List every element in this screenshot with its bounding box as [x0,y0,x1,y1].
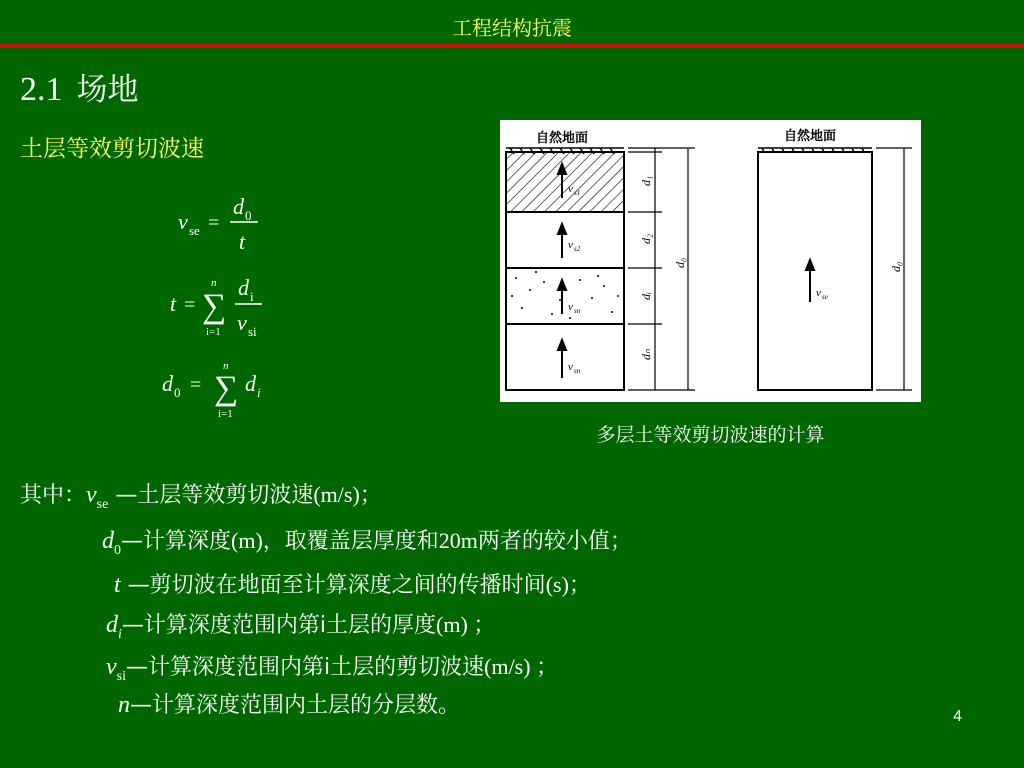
svg-text:dᵢ: dᵢ [639,292,653,300]
formula-vse [178,194,258,254]
right-total-label: d₀ [889,261,903,272]
vsi-text: —计算深度范围内第i土层的剪切波速 [126,655,485,680]
f2-sum-bottom: i=1 [206,326,221,338]
t-text: —剪切波在地面至计算深度之间的传播时间 [127,573,546,598]
d0-rest1: ，取覆盖层厚度和 [262,529,439,554]
svg-text:s2: s2 [574,245,581,253]
f1-num: d [233,194,244,219]
svg-text:v: v [568,239,573,251]
f2-den: v [237,310,247,335]
section-number: 2.1 [20,71,63,108]
f3-eq: = [190,374,202,396]
f2-sum-top: n [211,277,217,289]
d0-rest2: 两者的较小值； [477,529,632,554]
right-velocity-sub: se [822,293,828,301]
definition-di [106,608,495,643]
di-unit: (m) ； [436,612,496,637]
formula-t [170,275,262,339]
definitions-intro: 其中： [20,483,87,508]
svg-text:sn: sn [574,307,581,315]
f3-term: d [245,371,256,396]
header-rule [0,44,1024,48]
di-text: —计算深度范围内第i土层的厚度 [121,613,437,638]
vse-unit: (m/s)； [313,482,382,507]
vse-symbol: v [86,482,97,508]
t-symbol: t [114,572,121,598]
f3-lhs-sub: 0 [174,385,181,400]
definition-vsi [106,650,558,685]
slide-header [0,0,1024,46]
vse-sub: se [96,497,109,512]
definition-n [118,688,460,719]
svg-text:v: v [568,301,573,313]
n-symbol: n [118,692,130,718]
svg-text:v: v [568,361,573,373]
d0-sub: 0 [114,543,121,558]
d0-text: —计算深度 [121,529,232,554]
figure-caption: 多层土等效剪切波速的计算 [596,424,825,446]
definition-d0 [102,524,632,559]
section-title [20,64,139,109]
soil-layer-diagram [500,120,921,402]
svg-text:v: v [568,183,573,195]
subtitle: 土层等效剪切波速 [20,136,204,162]
f2-sigma: ∑ [202,288,227,325]
f1-eq: = [208,212,220,234]
f1-lhs-sub: se [189,223,200,238]
definition-t [114,568,591,599]
f2-eq: = [184,294,196,316]
f3-sum-top: n [223,360,229,372]
f3-lhs: d [162,371,173,396]
f2-lhs: t [170,291,177,316]
f3-sigma: ∑ [214,370,239,407]
layer-1 [506,152,624,212]
layer-2 [506,212,624,268]
svg-text:d₁: d₁ [639,175,653,186]
f1-num-sub: 0 [245,208,252,223]
vsi-sub: si [116,669,126,684]
formula-d0 [162,360,261,420]
f2-num: d [238,275,249,300]
vsi-symbol: v [106,654,117,680]
layer-n [506,324,624,390]
d0-unit: (m) [231,528,263,553]
t-unit: (s)； [545,572,591,597]
svg-text:s1: s1 [574,189,581,197]
layer-i [506,268,624,324]
formula-svg [150,185,350,425]
f3-sum-bottom: i=1 [218,408,233,420]
svg-text:sn: sn [574,367,581,375]
course-title: 工程结构抗震 [452,16,572,40]
n-text: —计算深度范围内土层的分层数。 [130,693,461,718]
soil-layer-figure [500,120,921,402]
di-sub: i [118,627,122,642]
section-title-text: 场地 [76,72,139,108]
svg-text:dₙ: dₙ [639,349,653,360]
vse-text: —土层等效剪切波速 [115,483,314,508]
vsi-unit: (m/s) ； [484,654,559,679]
formula-block [150,185,350,425]
svg-text:d₂: d₂ [639,233,653,244]
right-ground-label: 自然地面 [783,129,837,144]
f1-lhs: v [178,209,188,234]
right-velocity-label: v [816,287,821,299]
d0-symbol: d [102,528,114,554]
f2-num-sub: i [250,289,254,304]
svg-text:d₀: d₀ [673,257,687,268]
left-ground-label: 自然地面 [535,131,589,146]
di-symbol: d [106,612,118,638]
f3-term-sub: i [257,385,261,400]
definition-vse [20,478,382,513]
page-number: 4 [953,708,962,725]
f2-den-sub: si [248,324,257,339]
d0-number: 20m [438,528,478,553]
f1-den: t [239,229,246,254]
